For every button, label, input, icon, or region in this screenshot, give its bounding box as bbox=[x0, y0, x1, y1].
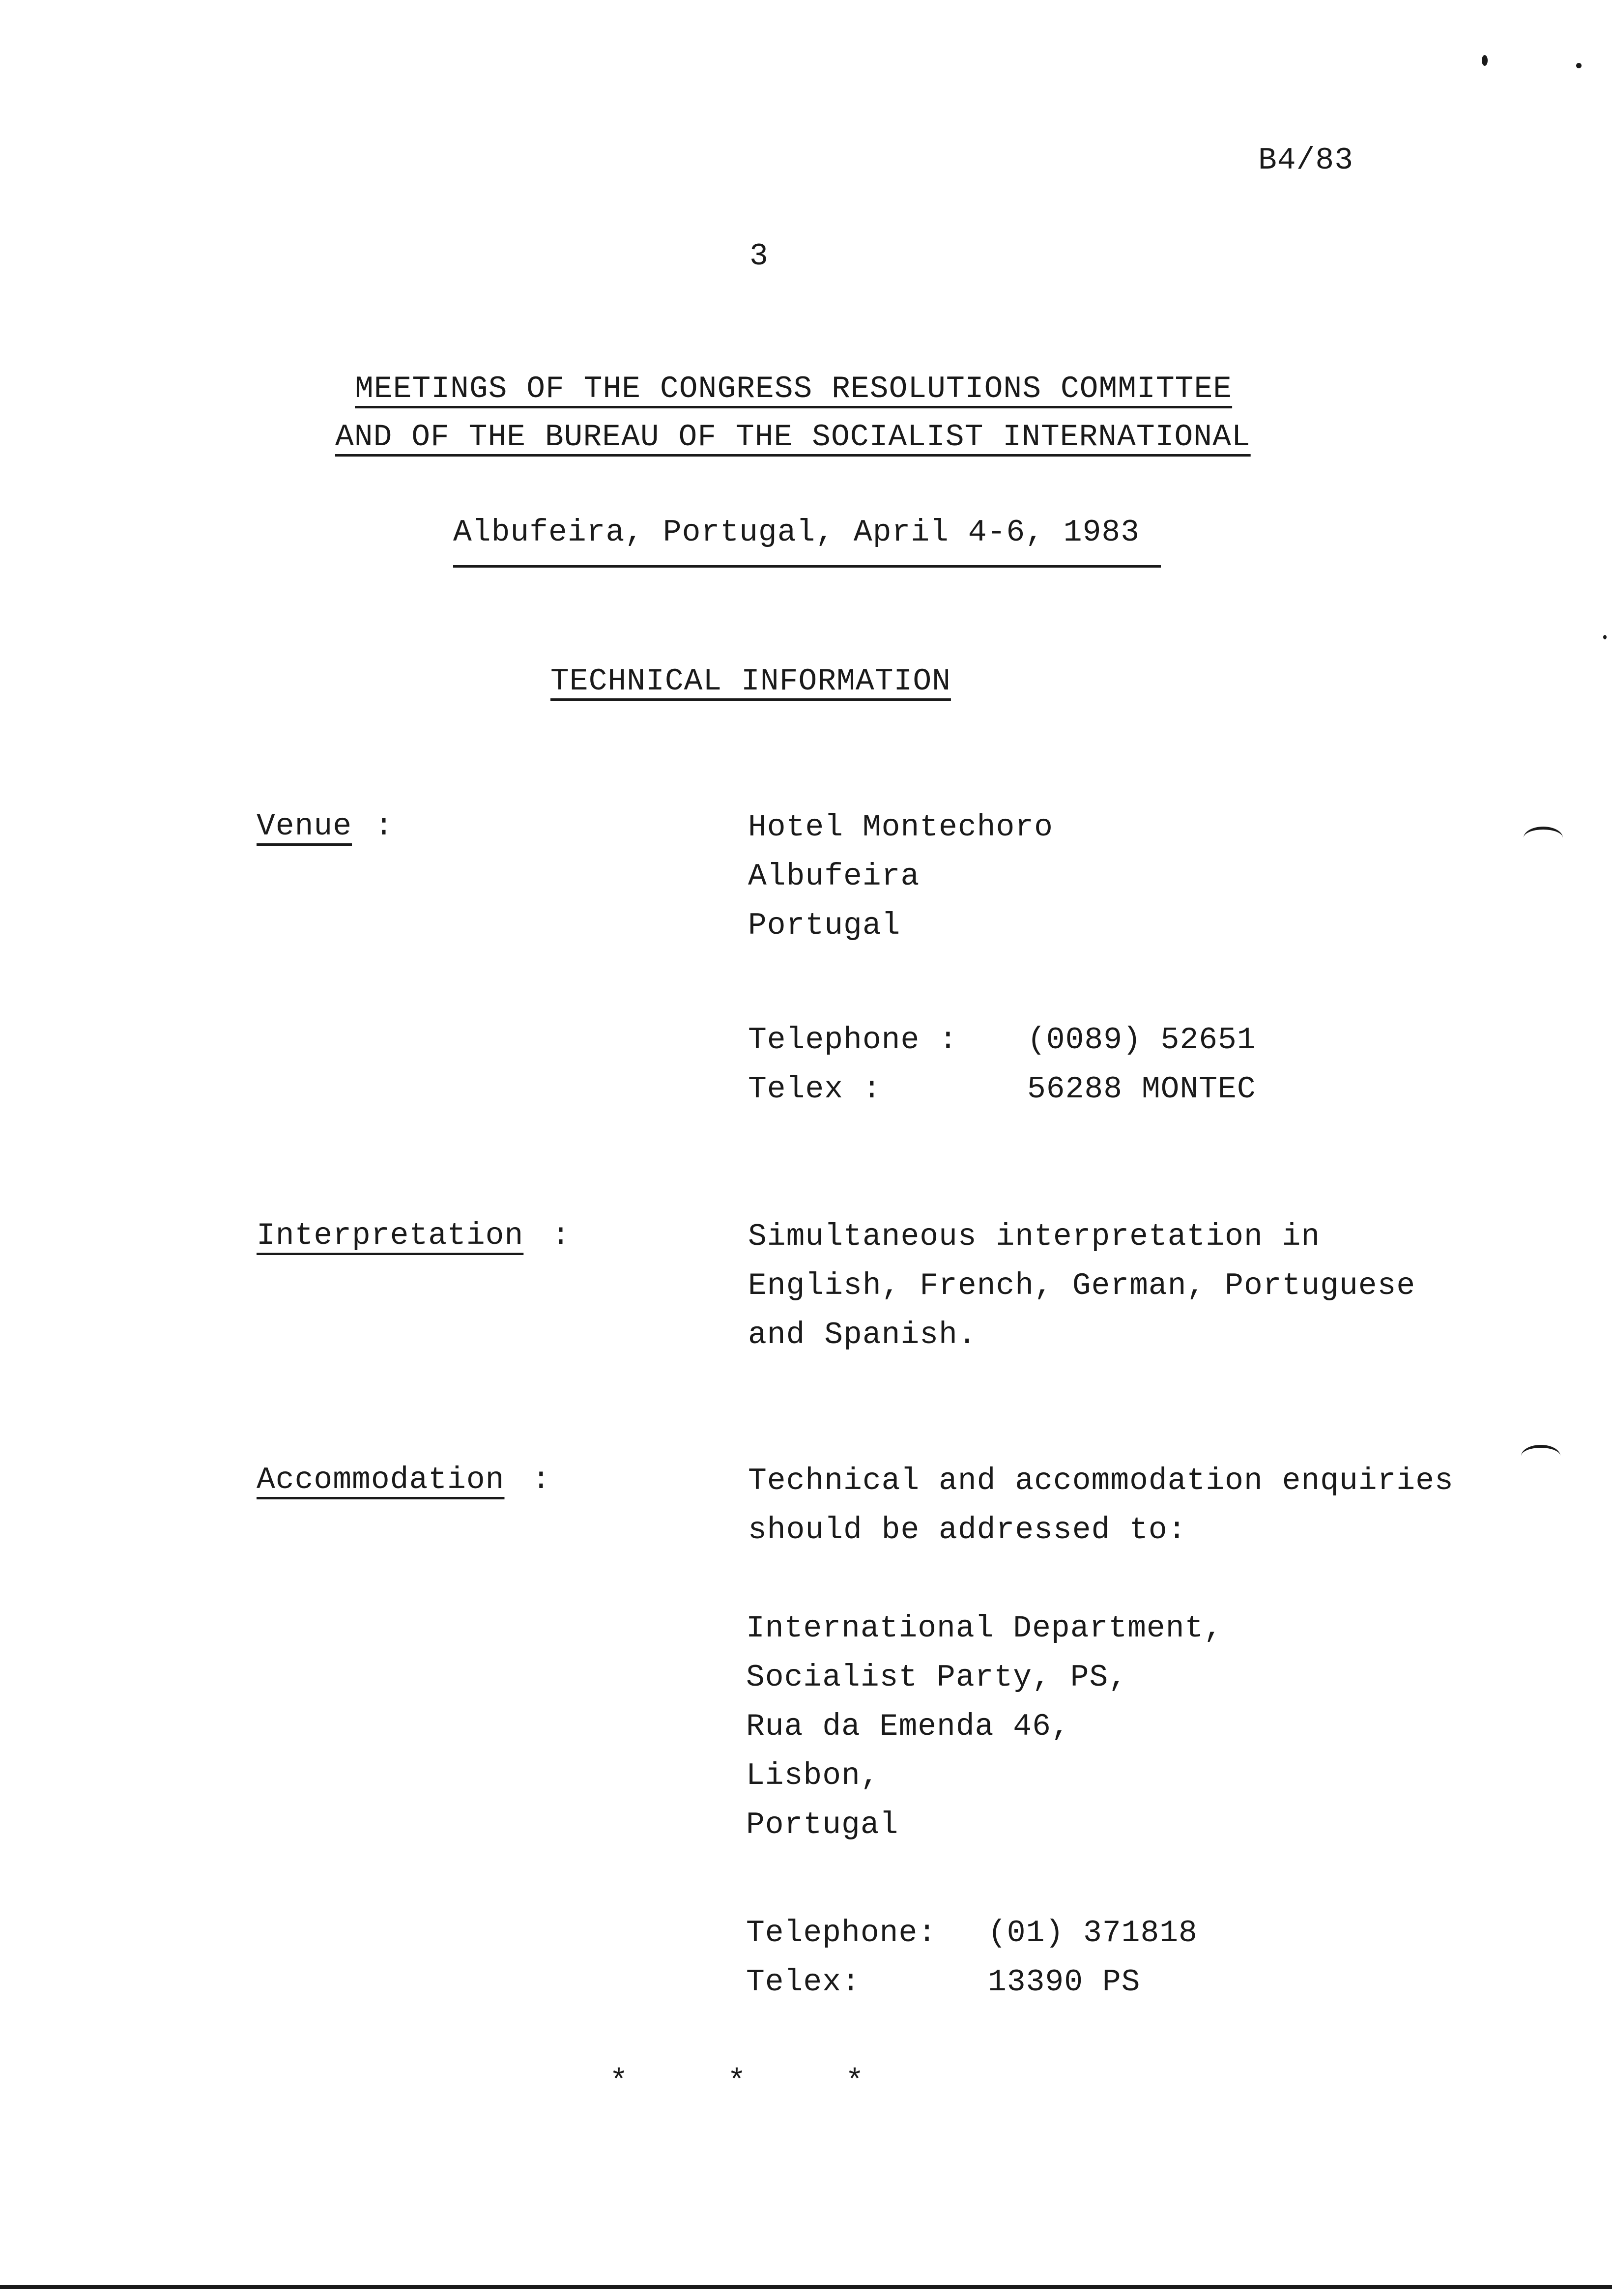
section-heading: TECHNICAL INFORMATION bbox=[550, 664, 951, 699]
scan-speck bbox=[1576, 63, 1582, 68]
accommodation-address-line: Rua da Emenda 46, bbox=[746, 1709, 1070, 1744]
accommodation-telephone-label: Telephone: bbox=[746, 1916, 937, 1951]
closing-star: * bbox=[609, 2065, 628, 2099]
accommodation-colon: : bbox=[532, 1463, 551, 1497]
accommodation-telex-value: 13390 PS bbox=[988, 1965, 1141, 2000]
scan-speck bbox=[1603, 635, 1607, 639]
closing-star: * bbox=[845, 2065, 864, 2099]
accommodation-address-line: Lisbon, bbox=[746, 1758, 880, 1793]
interpretation-line: Simultaneous interpretation in bbox=[748, 1219, 1321, 1254]
accommodation-address-line: International Department, bbox=[746, 1611, 1223, 1646]
scan-edge-line bbox=[0, 2285, 1612, 2289]
title-line-2: AND OF THE BUREAU OF THE SOCIALIST INTERNATIONAL bbox=[335, 420, 1251, 455]
closing-star: * bbox=[727, 2065, 746, 2099]
interpretation-colon: : bbox=[551, 1218, 571, 1253]
venue-colon: : bbox=[374, 809, 394, 844]
venue-telex-value: 56288 MONTEC bbox=[1027, 1072, 1256, 1107]
accommodation-telephone-value: (01) 371818 bbox=[988, 1916, 1198, 1951]
accommodation-address-line: Portugal bbox=[746, 1808, 899, 1842]
venue-label: Venue bbox=[257, 809, 352, 844]
interpretation-line: and Spanish. bbox=[748, 1318, 977, 1352]
document-reference: B4/83 bbox=[1258, 143, 1354, 178]
venue-address-line: Hotel Montechoro bbox=[748, 810, 1053, 845]
interpretation-label: Interpretation bbox=[257, 1218, 524, 1253]
page-number: 3 bbox=[749, 239, 769, 274]
title-line-1: MEETINGS OF THE CONGRESS RESOLUTIONS COMMITTEE bbox=[355, 372, 1233, 406]
punch-hole-mark bbox=[1524, 827, 1563, 849]
venue-address-line: Portugal bbox=[748, 908, 901, 943]
punch-hole-mark bbox=[1521, 1445, 1560, 1467]
venue-address-line: Albufeira bbox=[748, 859, 920, 894]
location-date-underline bbox=[453, 565, 1161, 568]
interpretation-line: English, French, German, Portuguese bbox=[748, 1268, 1416, 1303]
location-date: Albufeira, Portugal, April 4-6, 1983 bbox=[453, 515, 1140, 550]
accommodation-line: Technical and accommodation enquiries bbox=[748, 1464, 1454, 1498]
accommodation-telex-label: Telex: bbox=[746, 1965, 861, 2000]
accommodation-line: should be addressed to: bbox=[748, 1513, 1187, 1548]
venue-telex-label: Telex : bbox=[748, 1072, 882, 1107]
accommodation-address-line: Socialist Party, PS, bbox=[746, 1660, 1128, 1695]
venue-telephone-label: Telephone : bbox=[748, 1023, 958, 1058]
scan-speck bbox=[1482, 55, 1488, 66]
venue-telephone-value: (0089) 52651 bbox=[1027, 1023, 1256, 1058]
accommodation-label: Accommodation bbox=[257, 1463, 505, 1497]
